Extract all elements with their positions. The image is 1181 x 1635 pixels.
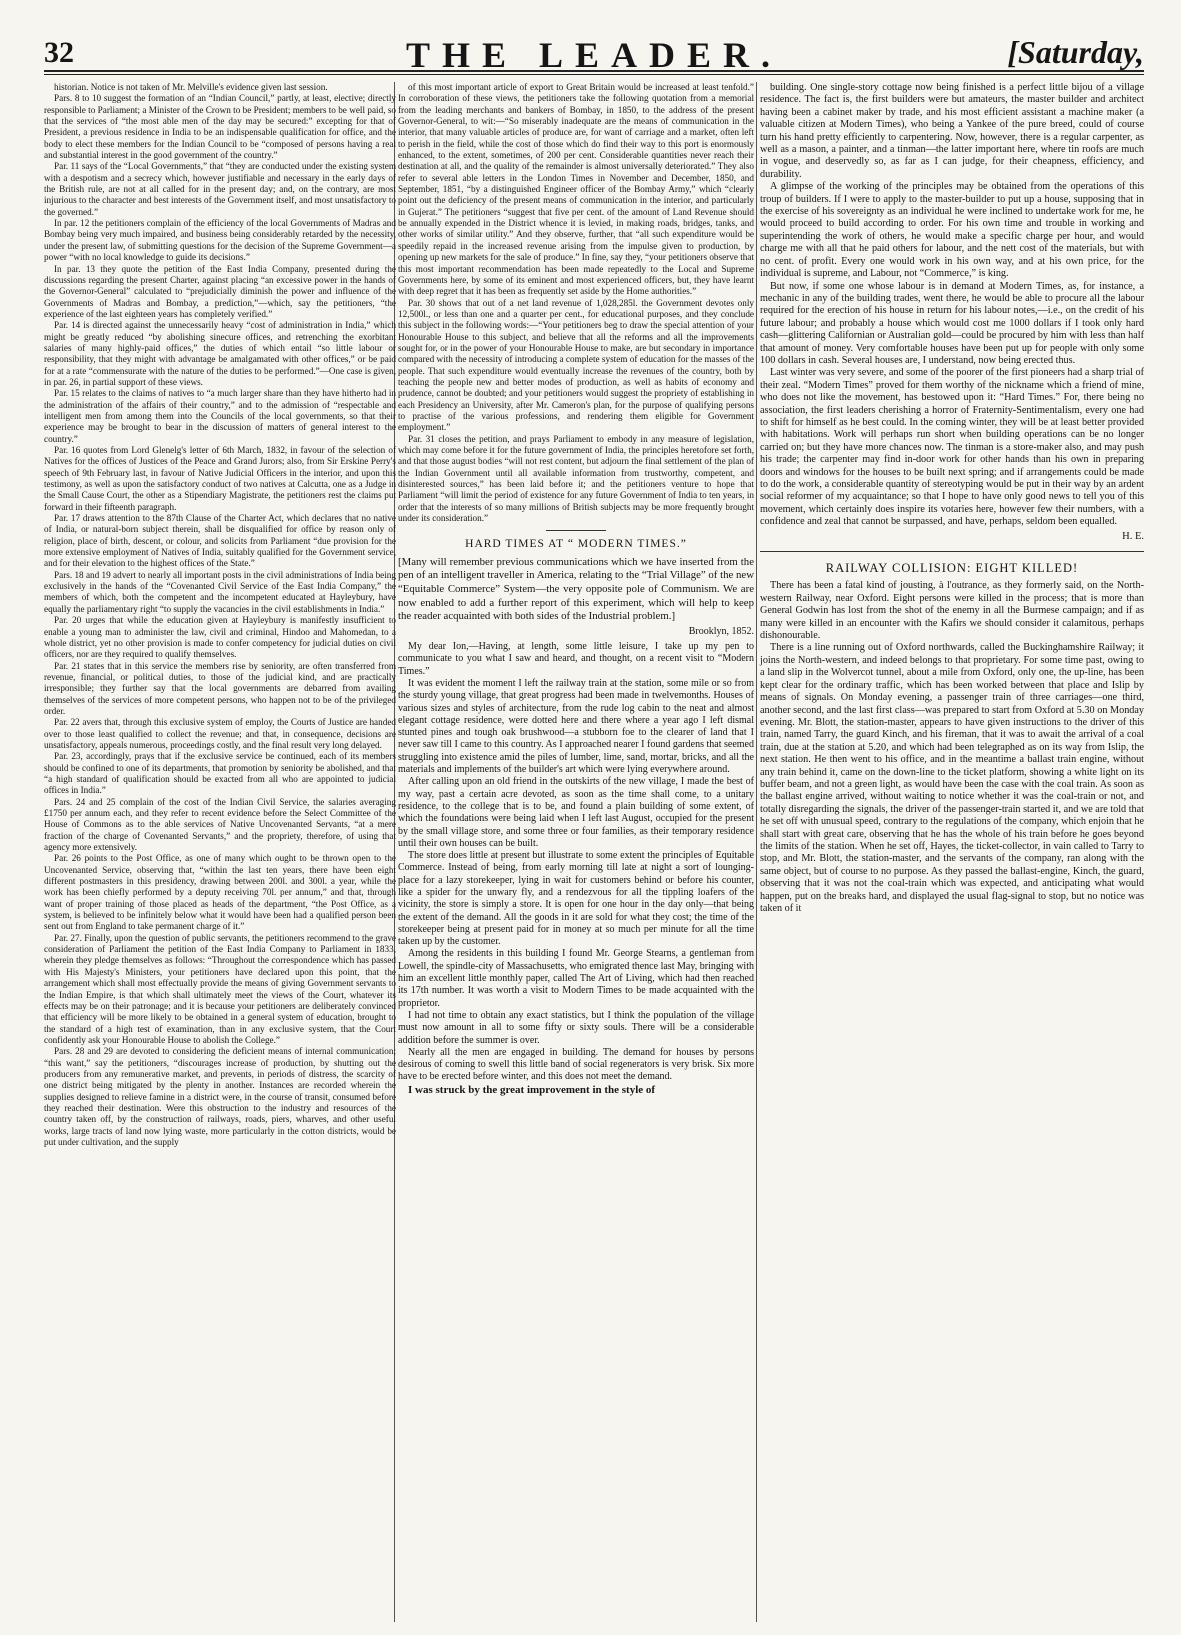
paragraph: In par. 13 they quote the petition of the East India Company, presented during the discussions regarding the present Charter, against placing “an excessive power in the hands of the Governor-General” calculated to “prejudicially diminish the power and influence of the Governments of Madras and Bombay, a prediction,”—which, say the petitioners, “the experience of the last eighteen years has completely verified.”	[44, 263, 396, 319]
paragraph: historian. Notice is not taken of Mr. Melville's evidence given last session.	[54, 82, 328, 92]
paragraph: It was evident the moment I left the railway train at the station, some mile or so from the sturdy young village, that great progress had been made in twelvemonths. Houses of various sizes and styles of architecture, from the rude log cabin to the neat and almost elegant cottage residence, were dotted here and there where a year ago I left dismal stunted pines and tough oak brushwood—a stubborn foe to the clearer of land that I never saw till I came to this country. As I approached nearer I found gardens that seemed struggling into existence amid the piles of lumber, lime, sand, mortar, bricks, and all the materials and implements of the builder's art which were lying everywhere around.	[398, 677, 754, 776]
paragraph: Par. 26 points to the Post Office, as one of many which ought to be thrown open to the Uncovenanted Service, observing that, “within the last ten years, there have been eight different postmasters in this presidency, drawing between 200l. and 300l. a year, while the work has been chiefly performed by a deputy receiving 70l. per annum,” and that, through want of proper training of those placed as heads of the department, “the Post Office, as a system, is believed to be infinitely below what it would have been had a qualified person been sent out from England to take permanent charge of it.”	[44, 853, 396, 932]
paragraph: Par. 21 states that in this service the members rise by seniority, are often transferred from revenue, financial, or political duties, to those of the judicial kind, and are practically irresponsible; they further say that the local governments are debarred from availing themselves of the services of more competent persons, who happen not to be of the privileged order.	[44, 660, 396, 716]
newspaper-title: THE LEADER.	[405, 35, 783, 75]
paragraph: Par. 20 urges that while the education given at Hayleybury is manifestly insufficient to enable a young man to administer the law, civil and criminal, Hindoo and Mahomedan, to a whole district, yet no other provision is made to confer competency for judicial duties on civil officers, nor are they required to qualify themselves.	[44, 615, 396, 660]
editorial-intro	[398, 556, 754, 624]
paragraph: Par. 16 quotes from Lord Glenelg's letter of 6th March, 1832, in favour of the selection of Natives for the offices of Justices of the Peace and Grand Jurors; also, from Sir Erskine Perry's speech of 9th February last, in favour of Native Judicial Officers in the interior, and upon this testimony, as well as upon the satisfactory conduct of two natives at Calcutta, one as a Judge in the Small Cause Court, the other as a Stipendiary Magistrate, the petitioners rest the claims put forward in their fifteenth paragraph.	[44, 445, 396, 512]
paragraph: Last winter was very severe, and some of the poorer of the first pioneers had a sharp trial of their zeal. “Modern Times” proved for them worthy of the nickname which a friend of mine, who does not like the movement, has bestowed upon it: “Hard Times.” For, there being no association, the first leaders cherishing a horror of Fraternity-Sentimentalism, every one had to shift for himself as he best could. In the coming winter, they will be at least better provided with habitations. Work will perhaps run short when building operations can be no longer carried on; but they have more chances now. The tinman is a store-maker also, and may push his trade; the carpenter may find in-door work for other hands than his own in preparing doors and windows for the houses to be built next spring; and if arrangements could be made to do the work, a considerable quantity of stereotyping would be put in their way by an ardent social reformer of my acquaintance; so that I hope to have only good news to tell you of this movement, which certainly does inspire its votaries here, however few their numbers, with a confidence and zeal that cannot be surpassed, and have, perhaps, seldom been equalled.	[760, 367, 1144, 528]
paragraph: Par. 14 is directed against the unnecessarily heavy “cost of administration in India,” which might be greatly reduced “by abolishing sinecure offices, and retrenching the exorbitant salaries of many highly-paid offices,” the duties of which entail “so little labour or responsibility, that they might with advantage be amalgamated with other offices,” or be paid for at a rate “commensurate with the nature of the duties to be performed.”—One case is given, in par. 26, in partial support of these views.	[44, 320, 396, 387]
paragraph: Nearly all the men are engaged in building. The demand for houses by persons desirous of coming to swell this little band of social regenerators is very brisk. Six more have to be erected before winter, and this does not meet the demand.	[398, 1046, 754, 1083]
signature: H. E.	[1122, 530, 1144, 542]
column-1	[44, 82, 396, 1148]
header-rule	[44, 70, 1144, 72]
paragraph: building. One single-story cottage now being finished is a perfect little bijou of a village residence. The fact is, the first builders were but amateurs, the master builder and architect having been a cabinet maker by trade, and his most efficient assistant a machine maker (a valuable citizen at Modern Times), who being a Yankee of the pure breed, could of course turn his hand pretty efficiently to carpentering. Now, however, there is a regular carpenter, as well as a mason, a painter, and a tinman—the latter important here, where tin roofs are much in vogue, and deservedly so, as far as I can judge, for their cheapness, efficiency, and durability.	[760, 82, 1144, 180]
dateline: Brooklyn, 1852.	[688, 625, 754, 637]
paragraph: But now, if some one whose labour is in demand at Modern Times, as, for instance, a mechanic in any of the building trades, went there, he would be able to procure all the labour required for the erection of his house in return for his labour notes,—i.e., on the credit of his future labour; and probably a house which would cost me 1000 dollars if I took only hard cash—glittering Californian or Australian gold—could be procured by him with less than half that amount of money. Very comfortable houses have been put up for people with only some 100 dollars in cash. Several houses are, I understand, now being erected thus.	[760, 280, 1144, 366]
paragraph: of this most important article of export to Great Britain would be increased at least tenfold.” In corroboration of these views, the petitioners take the following quotation from a memorial from the leading merchants and bankers of Bombay, in 1850, to the address of the present Governor-General, to wit:—“So miserably inadequate are the means of communication in the interior, that many valuable articles of produce are, for want of carriage and a market, often left to perish in the field, while the cost of those which do find their way to this port is enormously enhanced, to the extent, sometimes, of 200 per cent. Considerable quantities never reach their destination at all, and the quality of the remainder is almost universally deteriorated.” They also refer to several able letters in the London Times in November and December, 1850, and September, 1851, “by a distinguished Engineer officer of the Bombay Army,” which “clearly point out the deficiency of the present means of communication in the interior, and particularly in Gujerat.” The petitioners “suggest that five per cent. of the amount of Land Revenue should be annually expended in the District whence it is levied, in making roads, bridges, tanks, and other works of similar utility.” And they observe, further, that “all such expenditure would be speedily repaid in the increased revenue arising from the impulse given to production, by opening up new markets for the sale of produce.” In fine, say they, “your petitioners observe that this most important recommendation has been made repeatedly to the Local and Supreme Governments here, by some of its eminent and most experienced officers, but, they have learnt with deep regret that it has been as frequently set aside by the Home authorities.”	[398, 82, 754, 297]
paragraph: Par. 31 closes the petition, and prays Parliament to embody in any measure of legislation, which may come before it for the future government of India, the principles heretofore set forth, and that those august bodies “will not rest content, but adjourn the final settlement of the plan of the Indian Government until all available information from trustworthy, competent, and disinterested sources,” has been laid before it; and the petitioners venture to hope that Parliament “will limit the period of existence for any future Government of India to ten years, in order that the interests of so many millions of British subjects may be more frequently brought under its consideration.”	[398, 433, 754, 524]
header-rule-thin	[44, 74, 1144, 75]
paragraph: I was struck by the great improvement in the style of	[408, 1083, 656, 1096]
masthead	[44, 28, 1144, 75]
section-heading: RAILWAY COLLISION: EIGHT KILLED!	[825, 561, 1079, 576]
paragraph: Par. 11 says of the “Local Governments,” that “they are conducted under the existing system with a despotism and a secrecy which, however justifiable and necessary in the early days of the British rule, are not at all called for in the present day; and, on the contrary, are most injurious to the character and best interests of the Government itself, and most unsatisfactory to the governed.”	[44, 161, 396, 217]
paragraph: My dear Ion,—Having, at length, some little leisure, I take up my pen to communicate to you what I saw and heard, and thought, on a recent visit to “Modern Times.”	[398, 641, 754, 677]
issue-day: [Saturday,	[1007, 34, 1144, 70]
column-separator	[756, 82, 757, 1622]
paragraph: Among the residents in this building I found Mr. George Stearns, a gentleman from Lowell, the spindle-city of Massachusetts, who emigrated thence last May, bringing with him an excellent little monthly paper, called The Art of Living, which had then reached its 17th number. It was worth a visit to Modern Times to be made acquainted with the proprietor.	[398, 948, 754, 1009]
paragraph: Pars. 24 and 25 complain of the cost of the Indian Civil Service, the salaries averaging £1750 per annum each, and they refer to recent evidence before the Select Committee of the House of Commons as to the able services of Native Uncovenanted Servants, “at a mere fraction of the charge of Covenanted Servants,” and the propriety, therefore, of using that agency more extensively.	[44, 796, 396, 853]
section-divider	[546, 530, 606, 531]
column-2	[398, 82, 754, 1096]
paragraph: Par. 23, accordingly, prays that if the exclusive service be continued, each of its members should be confined to one of its departments, that promotion by seniority be abolished, and that “a high standard of qualification should be exacted from all who are appointed to judicial offices in India.”	[44, 751, 396, 796]
paragraph: Par. 15 relates to the claims of natives to “a much larger share than they have hitherto had in the administration of the affairs of their country,” and to the admission of “respectable and intelligent men from among them into the Councils of the local governments, so that their experience may be brought to bear in the discussion of matters of general interest to the country.”	[44, 388, 396, 444]
page-number: 32	[44, 36, 74, 69]
paragraph: Pars. 8 to 10 suggest the formation of an “Indian Council,” partly, at least, elective; directly responsible to Parliament; a Minister of the Crown to be President; members to be well paid, so that the services of “the most able men of the day may be secured:” excepting for that of President, a previous residence in India to be an indispensable qualification for office, and the body to elect these members for the Indian Council to be “composed of persons having a real and substantial interest in the good government of the country.”	[44, 93, 396, 161]
paragraph: Pars. 28 and 29 are devoted to considering the deficient means of internal communication; “this want,” say the petitioners, “discourages increase of production, by shutting out the producers from any remunerative market, and prevents, in periods of distress, the scarcity of one district being mitigated by the plenty in another. Instances are recorded wherein the supplies designed to relieve famine in a district were, in the course of transit, consumed before they reached their destination. Were this obstruction to the industry and resources of the country taken off, by the construction of railways, roads, piers, wharves, and other useful works, large tracts of land now lying waste, more particularly in the cotton districts, would be put under cultivation, and the supply	[44, 1046, 396, 1147]
section-divider	[760, 551, 1144, 552]
paragraph: Par. 17 draws attention to the 87th Clause of the Charter Act, which declares that no native of India, or natural-born subject therein, shall be disqualified for office by reason only of religion, place of birth, descent, or colour, and solicits from Parliament “due provision for the more extensive employment of Natives of India, suitably qualified for the Government service, and for their elevation to the highest offices of the State.”	[44, 513, 396, 569]
paragraph: There has been a fatal kind of jousting, à l'outrance, as they formerly said, on the North-western Railway, near Oxford. Eight persons were killed in the process; that is more than General Godwin has lost from the shot of the enemy in all the Burmese campaign; and if as many were killed in an encounter with the Kafirs we should consider it calamitous, perhaps dishonourable.	[760, 580, 1144, 642]
paragraph: In par. 12 the petitioners complain of the efficiency of the local Governments of Madras and Bombay being very much impaired, and business being considerably retarded by the necessity, under the present law, of submitting questions for the decision of the Supreme Government—a power “with no local knowledge to guide its decisions.”	[44, 218, 396, 263]
paragraph: Par. 22 avers that, through this exclusive system of employ, the Courts of Justice are handed over to those least qualified to collect the revenue; and that, in consequence, decisions are unsatisfactory, appeals numerous, proceedings costly, and the final result very long delayed.	[44, 717, 396, 750]
column-3	[760, 82, 1144, 915]
letter-body	[398, 641, 754, 1096]
paragraph: Par. 30 shows that out of a net land revenue of 1,028,285l. the Government devotes only 12,500l., or less than one and a quarter per cent., for educational purposes, and they conclude this subject in the following words:—“Your petitioners beg to draw the special attention of your Honourable House to this subject, and believe that all the reforms and all the improvements sought for, or in the power of your Honourable House to make, are but secondary in importance compared with the necessity of introducing a complete system of education for the masses of the people. That such expenditure would eventually increase the revenues of the country, both by teaching the people new and better modes of production, as well as habits of economy and prudence, cannot be doubted; and your petitioners would suggest the propriety of establishing in each Presidency an University, after Mr. Cameron's plan, for the purpose of qualifying persons to practise of the various professions, and rendering them eligible for Government employment.”	[398, 297, 754, 433]
intro-text: [Many will remember previous communications which we have inserted from the pen of an intelligent traveller in America, relating to the “Trial Village” of the new “Equitable Commerce” System—the very opposite pole of Communism. We are now enabled to add a further report of this experiment, which will help to keep the reader acquainted with both sides of the Industrial problem.]	[398, 555, 754, 623]
section-heading: HARD TIMES AT “ MODERN TIMES.”	[465, 538, 687, 551]
paragraph: A glimpse of the working of the principles may be obtained from the operations of this troup of builders. If I were to apply to the master-builder to put up a house, supposing that in the exercise of his sovereignty as an individual he were inclined to undertake work for me, he would proceed to build according to order. For his own time and trouble in working and superintending the work of others, he would make a specific charge per hour, and would charge me with all that he paid others for labour, and the nett cost of the materials, but with no cent. of profit. Every one would work in his own way, and at his own price, for the individual is supreme, and Labour, not “Commerce,” is king.	[760, 181, 1144, 280]
paragraph: After calling upon an old friend in the outskirts of the new village, I made the best of my way, past a certain acre devoted, as soon as the time shall come, to a unitary residence, to the college that is to be, and found a plain building of some extent, of which the foundations were being laid when I left last August, occupied for the present by the small village store, and some three or four families, as their temporary residence until their own houses can be built.	[398, 776, 754, 849]
paragraph: Par. 27. Finally, upon the question of public servants, the petitioners recommend to the grave consideration of Parliament the petition of the East India Company to Parliament in 1833, wherein they pledge themselves as follows: “Throughout the correspondence which has passed with His Majesty's Ministers, your petitioners have declared upon this point, that the arrangement which shall most effectually provide the means of giving Government servants to the Indian Empire, is that which shall ultimately meet the views of the Court, whatever its effects may be on their patronage; and it is because your petitioners are deliberately convinced that efficiency will be more likely to be obtained in a general system of education, brought to the standard of a high test of examination, than in any exclusive system, that the Court confidently ask your Honourable House to abolish the College.”	[44, 932, 396, 1045]
paragraph: I had not time to obtain any exact statistics, but I think the population of the village must now amount in all to some fifty or sixty souls. There will be a considerable addition before the summer is over.	[398, 1009, 754, 1046]
paragraph: There is a line running out of Oxford northwards, called the Buckinghamshire Railway; it joins the North-western, and indeed belongs to that proprietary. For some time past, owing to a land slip in the Wolvercot tunnel, about a mile from Oxford, only one, the up-line, has been kept clear for the ordinary traffic, which has been worked between that place and Islip by means of signals. On Monday evening, a passenger train of three carriages—one third, another second, and the last first class—was prepared to start from Oxford at 5.30 on Monday evening. Mr. Blott, the station-master, appears to have given instructions to the driver of this train, named Tarry, the guard Kinch, and his fireman, that it was to await the arrival of a coal train, due at the station at 5.20, and which had been telegraphed as on its way from Islip, the next station. He then went to his office, and in the meantime a ballast train engine, without any train behind it, came on the down-line to the ticket platform, showing a white light on its buffer beam, and not a green light, as would have been the case with the coal train. As soon as the ballast engine arrived, without waiting to notice whether it was the coal-train or not, and totally disregarding the signals, the driver of the passenger-train started it, and we are told that he set off with unusual speed, contrary to the regulations of the company, which enjoin that he shall start with great care, observing that he has the whole of his train before he goes beyond the limits of the station. When he set off, Hayes, the ticket-collector, in vain called to Tarry to stop, and Mr. Blott, the station-master, and the servants of the company, ran along with the same object, but of course to no purpose. As they passed the ballast-engine, Kinch, the guard, observing that it was not the coal-train which was expected, and anticipating what would happen, put on the breaks hard, and displayed the usual flag-signal to stop, but no notice was taken of it	[760, 642, 1144, 914]
paragraph: Pars. 18 and 19 advert to nearly all important posts in the civil administrations of India being exclusively in the hands of the “Covenanted Civil Service of the East India Company,” the members of which, both the competent and the incompetent educated at Hayleybury, have equally the parliamentary right “to supply the vacancies in the civil establishments in India.”	[44, 569, 396, 614]
paragraph: The store does little at present but illustrate to some extent the principles of Equitable Commerce. Instead of being, from early morning till late at night a sort of lounging-place for a lazy storekeeper, lying in wait for customers behind or before his counter, like a spider for the unwary fly, and a rendezvous for all the tippling loafers of the vicinity, the store is simply a store. It is open for one hour in the day only—that being the extent of the demand. All the goods in it are sold for what they cost; the time of the storekeeper being at present paid for in money at so much per minute for all the time taken up by the customer.	[398, 850, 754, 948]
